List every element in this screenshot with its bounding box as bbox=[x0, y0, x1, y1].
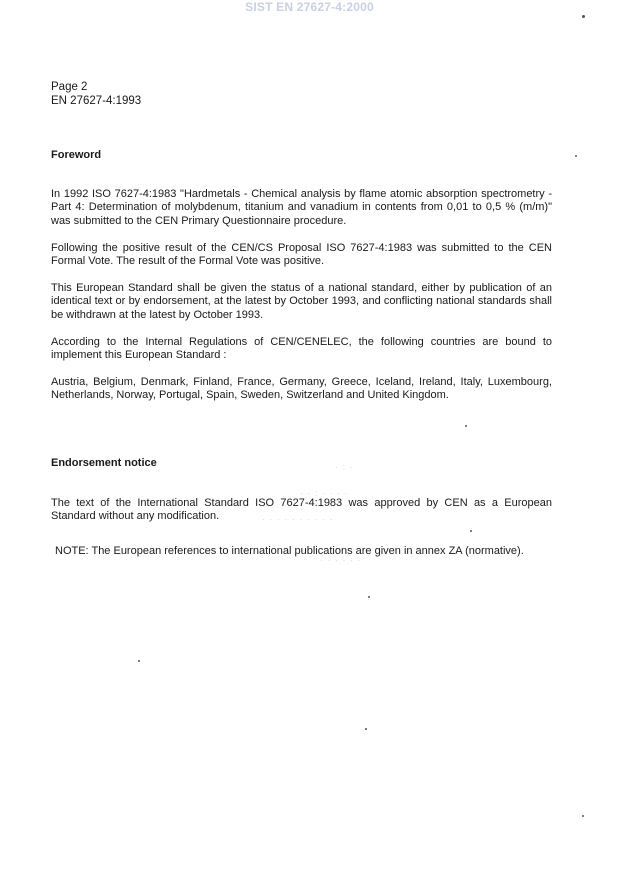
scan-speck bbox=[368, 596, 370, 598]
scan-speck bbox=[470, 530, 472, 532]
faint-stamp-mark: · · · · · · bbox=[320, 555, 362, 565]
foreword-paragraph-1: In 1992 ISO 7627-4:1983 "Hardmetals - Chemical analysis by flame atomic absorption spectrometry - Part 4: Determination of molybdenum, titanium and vanadium in contents from 0,01 to 0,5 % (m/m)" was submitted to the CEN Primary Questionnaire procedure. bbox=[51, 188, 552, 227]
faint-stamp-mark: · · : · · · · bbox=[300, 488, 349, 498]
standard-number: EN 27627-4:1993 bbox=[51, 95, 142, 107]
watermark: SIST EN 27627-4:2000 bbox=[245, 0, 374, 14]
foreword-heading: Foreword bbox=[51, 149, 102, 161]
endorsement-text: The text of the International Standard ISO 7627-4:1983 was approved by CEN as a European Standard without any modification. bbox=[51, 497, 552, 523]
endorsement-heading: Endorsement notice bbox=[51, 457, 157, 469]
foreword-paragraph-2: Following the positive result of the CEN/CS Proposal ISO 7627-4:1983 was submitted to the CEN Formal Vote. The result of the Formal Vote was positive. bbox=[51, 242, 552, 268]
faint-stamp-mark: · · · · · · · · · · bbox=[262, 514, 334, 524]
foreword-paragraph-4: According to the Internal Regulations of CEN/CENELEC, the following countries are bound to implement this European Standard : bbox=[51, 336, 552, 362]
scan-speck bbox=[575, 155, 577, 157]
page-header bbox=[51, 80, 141, 108]
scan-speck bbox=[138, 660, 140, 662]
scan-speck bbox=[465, 425, 467, 427]
annex-note: NOTE: The European references to international publications are given in annex ZA (normative). bbox=[55, 545, 524, 557]
scan-speck bbox=[582, 815, 584, 817]
scan-speck bbox=[365, 728, 367, 730]
foreword-paragraph-3: This European Standard shall be given the status of a national standard, either by publication of an identical text or by endorsement, at the latest by October 1993, and conflicting national standards shall be withdrawn at the latest by October 1993. bbox=[51, 282, 552, 321]
faint-stamp-mark: · : · bbox=[335, 462, 354, 472]
scan-speck bbox=[582, 15, 585, 18]
page-number: Page 2 bbox=[51, 81, 88, 93]
country-list: Austria, Belgium, Denmark, Finland, France, Germany, Greece, Iceland, Ireland, Italy, Luxembourg, Netherlands, Norway, Portugal, Spain, Sweden, Switzerland and United Kingdom. bbox=[51, 376, 552, 402]
